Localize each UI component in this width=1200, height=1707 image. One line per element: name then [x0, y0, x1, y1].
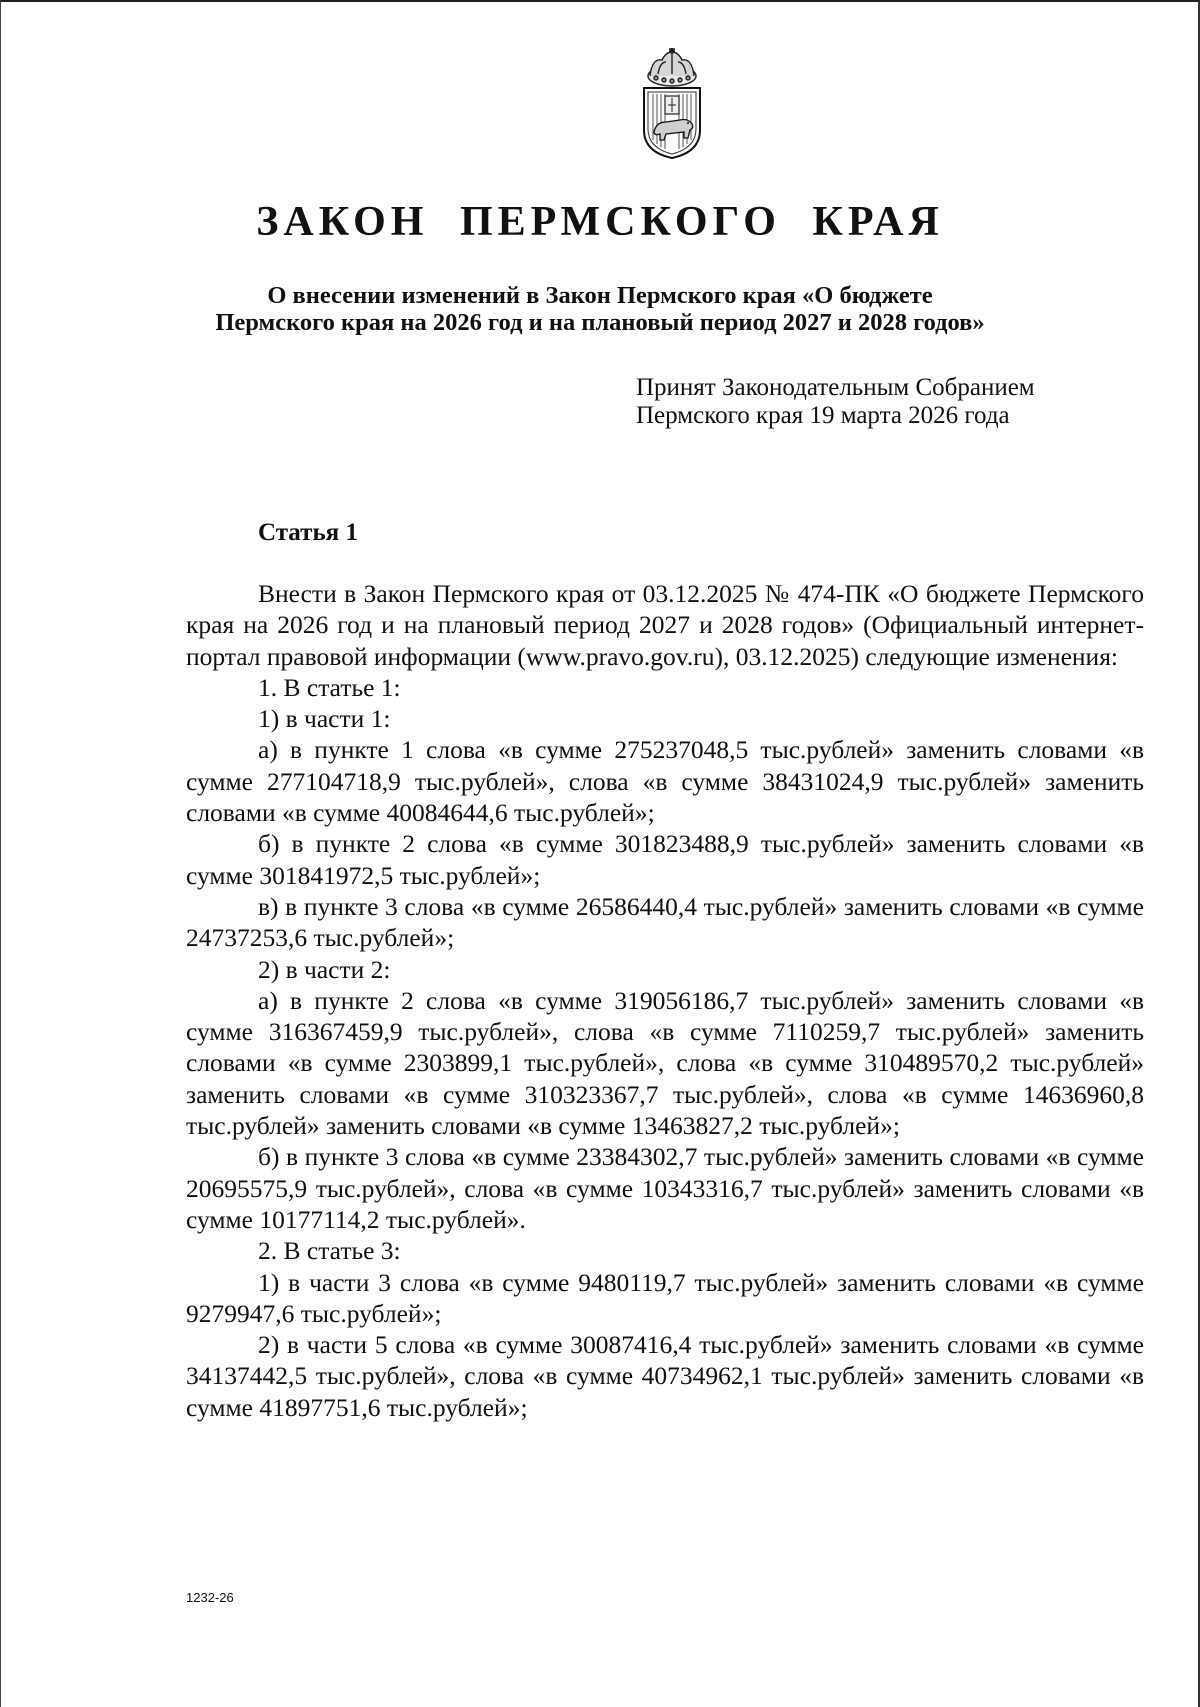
adoption-line: Принят Законодательным Собранием: [636, 374, 1035, 401]
article-paragraph: б) в пункте 2 слова «в сумме 301823488,9 тыс.рублей» заменить словами «в сумме 301841972,5 тыс.рублей»;: [186, 829, 1144, 890]
article-paragraph: 2) в части 2:: [258, 954, 391, 984]
article-paragraph: Внести в Закон Пермского края от 03.12.2025 № 474-ПК «О бюджете Пермского края на 2026 год и на плановый период 2027 и 2028 годов» (Официальный интернет-портал правовой информации (www.pravo.gov.ru), 03.12.2025) следующие изменения:: [186, 579, 1144, 671]
adoption-line: Пермского края 19 марта 2026 года: [636, 402, 1010, 429]
article-paragraph: а) в пункте 1 слова «в сумме 275237048,5 тыс.рублей» заменить словами «в сумме 277104718,9 тыс.рублей», слова «в сумме 38431024,9 тыс.рублей» заменить словами «в сумме 40084644,6 тыс.рублей»;: [186, 735, 1144, 828]
article-paragraph: 1) в части 1:: [258, 704, 391, 734]
subtitle-line: Пермского края на 2026 год и на плановый период 2027 и 2028 годов»: [215, 309, 985, 336]
article-paragraph: в) в пункте 3 слова «в сумме 26586440,4 тыс.рублей» заменить словами «в сумме 24737253,6 тыс.рублей»;: [186, 891, 1144, 953]
article-paragraph: 1) в части 3 слова «в сумме 9480119,7 тыс.рублей» заменить словами «в сумме 9279947,6 тыс.рублей»;: [186, 1267, 1144, 1328]
article-body: [186, 578, 1144, 1423]
adoption-note: [636, 374, 1096, 430]
article-paragraph: 2. В статье 3:: [258, 1236, 401, 1266]
article-paragraph: б) в пункте 3 слова «в сумме 23384302,7 тыс.рублей» заменить словами «в сумме 20695575,9 тыс.рублей», слова «в сумме 10343316,7 тыс.рублей» заменить словами «в сумме 10177114,2 тыс.рублей».: [186, 1142, 1144, 1234]
subtitle-line: О внесении изменений в Закон Пермского края «О бюджете: [267, 282, 933, 309]
perm-krai-coat-of-arms-icon: [636, 48, 708, 160]
article-paragraph: 1. В статье 1:: [258, 672, 401, 702]
document-code: 1232-26: [186, 1590, 234, 1605]
article-heading: Статья 1: [258, 519, 358, 546]
law-title: ЗАКОН ПЕРМСКОГО КРАЯ: [256, 199, 944, 245]
article-paragraph: а) в пункте 2 слова «в сумме 319056186,7 тыс.рублей» заменить словами «в сумме 316367459,9 тыс.рублей», слова «в сумме 7110259,7 тыс.рублей» заменить словами «в сумме 2303899,1 тыс.рублей», слова «в сумме 310489570,2 тыс.рублей» заменить словами «в сумме 310323367,7 тыс.рублей», слова «в сумме 14636960,8 тыс.рублей» заменить словами «в сумме 13463827,2 тыс.рублей»;: [186, 985, 1144, 1141]
law-subtitle: [150, 282, 1050, 336]
article-paragraph: 2) в части 5 слова «в сумме 30087416,4 тыс.рублей» заменить словами «в сумме 34137442,5 тыс.рублей», слова «в сумме 40734962,1 тыс.рублей» заменить словами «в сумме 41897751,6 тыс.рублей»;: [186, 1330, 1144, 1422]
